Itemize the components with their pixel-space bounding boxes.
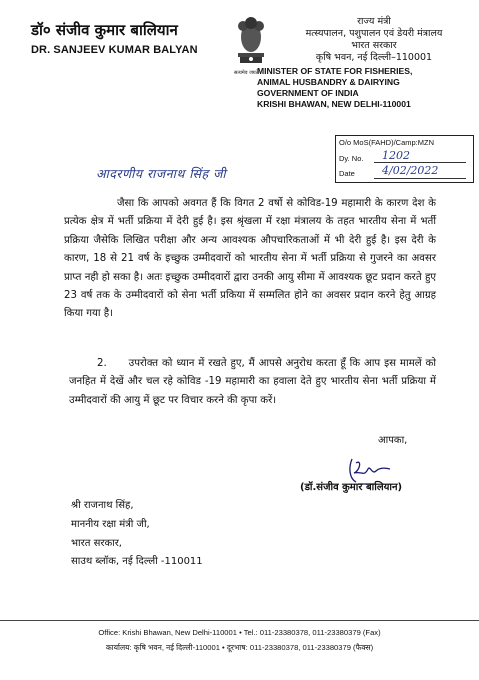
designation-english-4: KRISHI BHAWAN, NEW DELHI-110001 — [257, 99, 411, 109]
designation-hindi-2: मत्स्यपालन, पशुपालन एवं डेयरी मंत्रालय — [305, 28, 443, 39]
designation-english-2: ANIMAL HUSBANDRY & DAIRYING — [257, 77, 400, 87]
stamp-office: O/o MoS(FAHD)/Camp:MZN — [339, 138, 435, 147]
designation-english-3: GOVERNMENT OF INDIA — [257, 88, 359, 98]
designation-hindi-1: राज्य मंत्री — [357, 16, 391, 27]
designation-hindi-3: भारत सरकार — [351, 40, 397, 51]
addressee-line-1: श्री राजनाथ सिंह, — [71, 500, 134, 511]
national-emblem-icon — [232, 13, 270, 69]
emblem-motto: सत्यमेव जयते — [234, 70, 259, 76]
stamp-date-label: Date — [339, 169, 355, 178]
paragraph-2-text: उपरोक्त को ध्यान में रखते हुए, मैं आपसे अनुरोध करता हूँ कि आप इस मामलें को जनहित में देखें और चल रहे कोविड -19 महामारी का हवाला देते हुए भारतीय सेना भर्ती प्रक्रिया में उम्मीदवारों की आयु में छूट पर विचार करने की कृपा करें। — [69, 358, 436, 406]
addressee-line-2: माननीय रक्षा मंत्री जी, — [71, 519, 150, 530]
signatory-name: (डॉ.संजीव कुमार बालियान) — [300, 482, 403, 493]
paragraph-2 — [69, 355, 436, 410]
addressee-line-3: भारत सरकार, — [71, 538, 122, 549]
paragraph-2-number: 2. — [97, 358, 107, 369]
stamp-dy-label: Dy. No. — [339, 154, 364, 163]
footer-hindi: कार्यालय: कृषि भवन, नई दिल्ली-110001 • दूरभाष: 011-23380378, 011-23380379 (फैक्स) — [105, 643, 374, 652]
salutation: आदरणीय राजनाथ सिंह जी — [96, 166, 227, 181]
sender-name-english: DR. SANJEEV KUMAR BALYAN — [31, 44, 198, 56]
addressee-line-4: साउथ ब्लॉक, नई दिल्ली -110011 — [71, 556, 203, 567]
diary-stamp — [335, 135, 474, 183]
footer-english: Office: Krishi Bhawan, New Delhi-110001 • Tel.: 011-23380378, 011-23380379 (Fax) — [98, 628, 381, 637]
closing: आपका, — [378, 435, 408, 446]
sender-name-hindi: डॉ० संजीव कुमार बालियान — [31, 21, 178, 39]
stamp-date-value: 4/02/2022 — [382, 164, 439, 177]
footer-rule — [0, 620, 479, 621]
paragraph-1: जैसा कि आपको अवगत हैं कि विगत 2 वर्षो से कोविड-19 महामारी के कारण देश के प्रत्येक क्षेत्र में भर्ती प्रक्रिया में देरी हुई है। इस श्रृंखला में रक्षा मंत्रालय के तहत भारतीय सेना में भर्ती प्रक्रिया जैसेकि लिखित परीक्षा और अन्य आवश्यक औपचारिकताओं में भी देरी हुई है। इस देरी के कारण, 18 से 21 वर्ष के इच्छुक उम्मीदवारों को भारतीय सेना में भर्ती प्रक्रिया से गुजरने का अवसर प्राप्त नही हो सका है। अतः इच्छुक उम्मीदवारों द्वारा उनकी आयु सीमा में आवश्यक छूट प्रदान करते हुए 23 वर्ष तक के उम्मीदवारों को सेना भर्ती प्रकिया में सम्मलित होने का अवसर प्रदान करने हेतु आग्रह किया गया है। — [64, 198, 436, 320]
designation-hindi-4: कृषि भवन, नई दिल्ली–110001 — [315, 52, 433, 63]
stamp-dy-value: 1202 — [382, 149, 410, 162]
designation-english-1: MINISTER OF STATE FOR FISHERIES, — [257, 66, 413, 76]
